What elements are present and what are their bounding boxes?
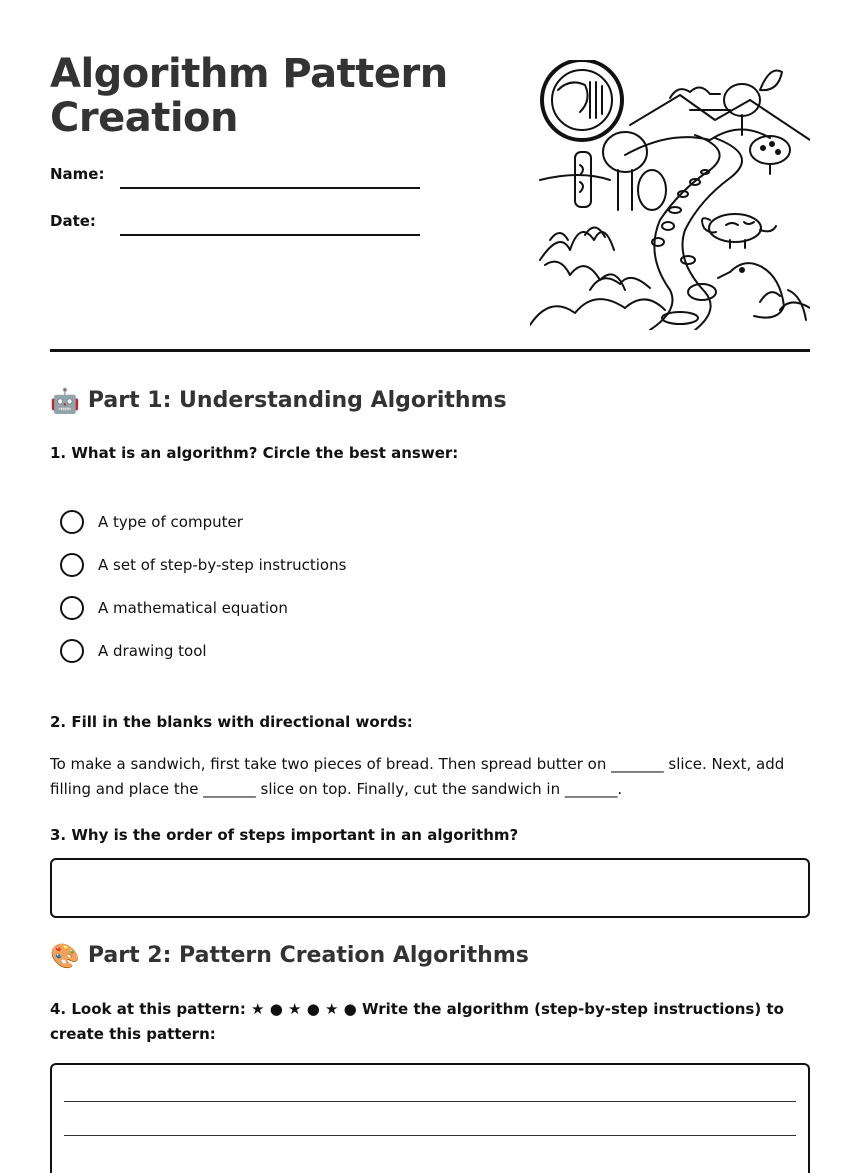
writing-line (64, 1101, 796, 1102)
answer-box-q4[interactable] (50, 1063, 810, 1173)
part1-heading-text: Part 1: Understanding Algorithms (87, 388, 507, 413)
part1-heading (50, 388, 507, 413)
radio-circle[interactable] (60, 596, 84, 620)
question-1: 1. What is an algorithm? Circle the best answer: (50, 444, 459, 462)
option-1[interactable] (60, 510, 243, 534)
question-2: 2. Fill in the blanks with directional words: (50, 713, 413, 731)
fill-in-paragraph: To make a sandwich, first take two pieces of bread. Then spread butter on _______ slice. Next, add filling and place the _______ slice on top. Finally, cut the sandwich in _______. (50, 755, 785, 798)
answer-box-q3[interactable] (50, 858, 810, 918)
header-divider (50, 349, 810, 352)
question-3: 3. Why is the order of steps important in an algorithm? (50, 826, 519, 844)
radio-circle[interactable] (60, 510, 84, 534)
option-label: A drawing tool (98, 642, 207, 660)
radio-circle[interactable] (60, 553, 84, 577)
page-title: Algorithm Pattern Creation (50, 51, 448, 141)
option-4[interactable] (60, 639, 207, 663)
option-label: A type of computer (98, 513, 243, 531)
part2-heading-text: Part 2: Pattern Creation Algorithms (87, 943, 529, 968)
date-field[interactable] (120, 234, 420, 236)
palette-icon: 🎨 (50, 941, 80, 970)
option-label: A mathematical equation (98, 599, 288, 617)
landscape-illustration (530, 60, 810, 330)
radio-circle[interactable] (60, 639, 84, 663)
question-4: 4. Look at this pattern: ★ ● ★ ● ★ ● Write the algorithm (step-by-step instructions) to create this pattern: (50, 1000, 784, 1043)
name-field[interactable] (120, 187, 420, 189)
option-label: A set of step-by-step instructions (98, 556, 347, 574)
part2-heading (50, 943, 529, 968)
robot-icon: 🤖 (50, 386, 80, 415)
option-3[interactable] (60, 596, 288, 620)
option-2[interactable] (60, 553, 346, 577)
name-label: Name: (50, 165, 105, 183)
date-label: Date: (50, 212, 96, 230)
writing-line (64, 1135, 796, 1136)
